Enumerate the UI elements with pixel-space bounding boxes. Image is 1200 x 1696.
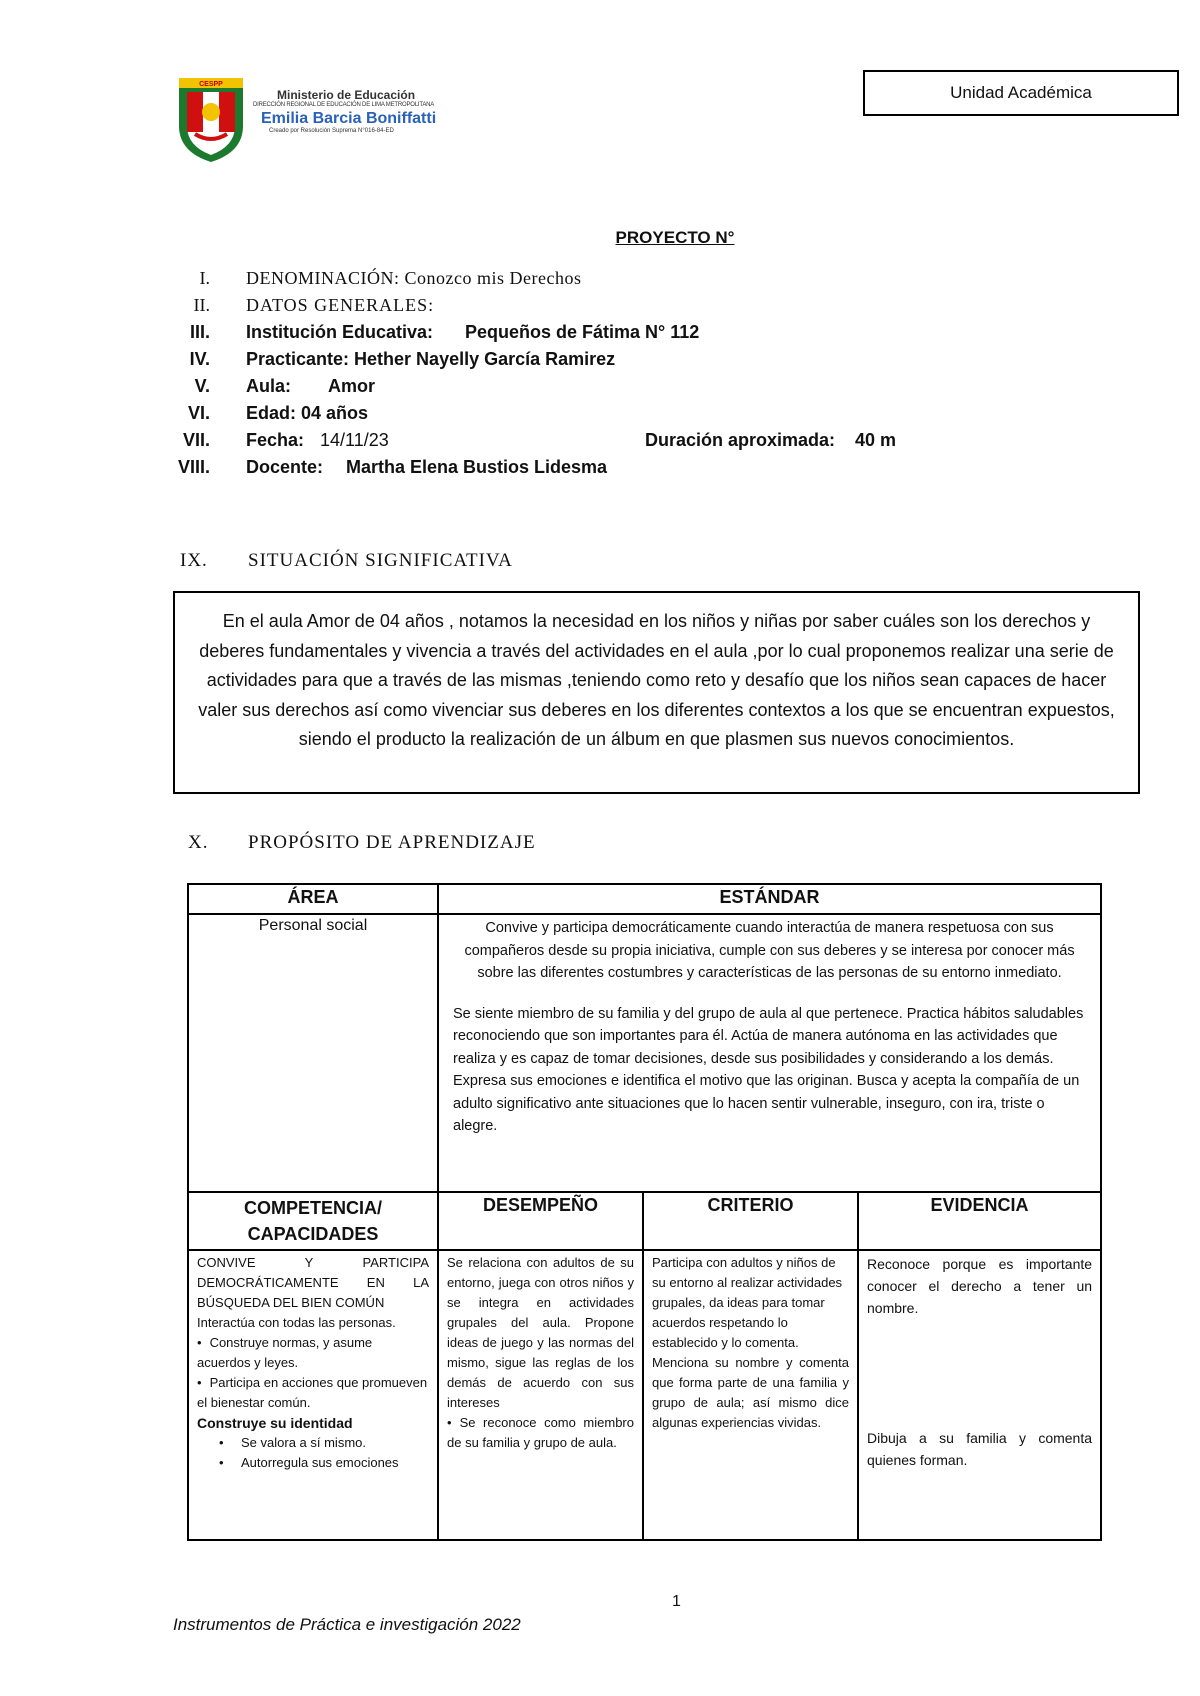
- identidad-bullet-1: • Se valora a sí mismo.: [241, 1433, 429, 1453]
- duracion-value: 40 m: [855, 430, 897, 450]
- criterio-text-1: Participa con adultos y niños de su entorno al realizar actividades grupales, da ideas para tomar acuerdos respetando lo establecido y lo comenta.: [652, 1255, 843, 1350]
- item-number: II.: [193, 295, 210, 315]
- item-number: III.: [189, 322, 210, 342]
- logo-creado: Creado por Resolución Suprema N°016-84-ED: [269, 128, 394, 134]
- area-header: ÁREA: [188, 884, 438, 914]
- school-logo: [175, 78, 435, 162]
- criterio-cell: [643, 1250, 858, 1540]
- item-label: Fecha:: [246, 430, 305, 450]
- item-number: IV.: [189, 349, 210, 369]
- competencia-list: [197, 1333, 429, 1413]
- unidad-academica-box: Unidad Académica: [863, 70, 1179, 116]
- area-cell: Personal social: [188, 914, 438, 1192]
- page-number: 1: [672, 1593, 681, 1610]
- situacion-title: SITUACIÓN SIGNIFICATIVA: [248, 550, 513, 571]
- competencia-line: Interactúa con todas las personas.: [197, 1315, 396, 1330]
- item-label: Practicante: Hether Nayelly García Ramirez: [246, 349, 616, 369]
- identidad-title: Construye su identidad: [197, 1415, 353, 1431]
- competencia-title: CONVIVE Y PARTICIPA DEMOCRÁTICAMENTE EN LA BÚSQUEDA DEL BIEN COMÚN: [197, 1255, 429, 1310]
- desempeno-bullet: • Se reconoce como miembro de su familia y grupo de aula.: [447, 1413, 634, 1453]
- item-number: VIII.: [177, 457, 210, 477]
- estandar-paragraph-2: Se siente miembro de su familia y del grupo de aula al que pertenece. Practica hábitos saludables reconociendo que son importantes para él. Actúa de manera autónoma en las actividades que realiza y es capaz de tomar decisiones, desde sus posibilidades y considerando a los demás. Expresa sus emociones e identifica el motivo que las originan. Busca y acepta la compañía de un adulto significativo ante situaciones que lo hacen sentir vulnerable, inseguro, con ira, triste o alegre.: [453, 1005, 1084, 1134]
- competencia-header: COMPETENCIA/ CAPACIDADES: [188, 1192, 438, 1250]
- situacion-heading: [180, 550, 513, 572]
- item-value: Amor: [328, 376, 376, 396]
- competencia-bullet-2: • Participa en acciones que promueven el bienestar común.: [197, 1373, 429, 1413]
- criterio-text-2: Menciona su nombre y comenta que forma parte de una familia y grupo de aula; así mismo dice algunas experiencias vividas.: [652, 1355, 849, 1430]
- item-number: I.: [199, 268, 210, 288]
- logo-direccion: DIRECCIÓN REGIONAL DE EDUCACIÓN DE LIMA METROPOLITANA: [253, 102, 435, 108]
- situacion-text-box: En el aula Amor de 04 años , notamos la necesidad en los niños y niñas por saber cuáles son los derechos y deberes fundamentales y vivencia a través del actividades en el aula ,por lo cual proponemos realizar una serie de actividades para que a través de las mismas ,teniendo como reto y desafío que los niños sean capaces de hacer valer sus derechos así como vivenciar sus deberes en los diferentes contextos a los que se encuentran expuestos, siendo el producto la realización de un álbum en que plasmen sus nuevos conocimientos.: [173, 591, 1140, 794]
- proposito-number: X.: [188, 832, 209, 853]
- desempeno-header: DESEMPEÑO: [438, 1192, 643, 1250]
- identidad-list: [197, 1433, 429, 1473]
- page-footer: Instrumentos de Práctica e investigación 2022: [173, 1615, 521, 1634]
- item-number: VI.: [187, 403, 210, 423]
- estandar-header: ESTÁNDAR: [438, 884, 1101, 914]
- evidencia-header: EVIDENCIA: [858, 1192, 1101, 1250]
- evidencia-text-1: Reconoce porque es importante conocer el derecho a tener un nombre.: [867, 1256, 1093, 1316]
- item-label: Docente:: [246, 457, 324, 477]
- proposito-title: PROPÓSITO DE APRENDIZAJE: [248, 832, 536, 853]
- table-header-row: [188, 1192, 1101, 1250]
- list-item-denominacion: [170, 268, 1070, 295]
- desempeno-cell: [438, 1250, 643, 1540]
- list-item-practicante: [170, 349, 1070, 376]
- table-header-row: [188, 884, 1101, 914]
- proposito-table: [187, 883, 1102, 1541]
- duracion-label: Duración aproximada:: [645, 430, 836, 450]
- list-item-docente: [170, 457, 1070, 484]
- item-value: Pequeños de Fátima N° 112: [465, 322, 700, 342]
- list-item-aula: [170, 376, 1070, 403]
- criterio-header: CRITERIO: [643, 1192, 858, 1250]
- evidencia-cell: [858, 1250, 1101, 1540]
- competencia-bullet-1: • Construye normas, y asume acuerdos y leyes.: [197, 1333, 429, 1373]
- estandar-paragraph-1: Convive y participa democráticamente cuando interactúa de manera respetuosa con sus compañeros desde su propia iniciativa, cumple con sus deberes y se interesa por conocer más sobre las diferentes costumbres y características de las personas de su entorno inmediato.: [464, 920, 1075, 981]
- list-item-edad: [170, 403, 1070, 430]
- proposito-heading: [188, 832, 536, 854]
- logo-cespp-text: CESPP: [199, 81, 223, 88]
- item-label: DATOS GENERALES:: [246, 295, 435, 315]
- item-value: Martha Elena Bustios Lidesma: [346, 457, 608, 477]
- identidad-bullet-2: • Autorregula sus emociones: [241, 1453, 429, 1473]
- item-label: DENOMINACIÓN: Conozco mis Derechos: [246, 268, 582, 288]
- desempeno-list: [447, 1413, 634, 1453]
- item-number: V.: [194, 376, 210, 396]
- item-number: VII.: [182, 430, 210, 450]
- project-title: PROYECTO N°: [615, 228, 735, 247]
- list-item-institucion: [170, 322, 1070, 349]
- logo-ministerio: Ministerio de Educación: [277, 88, 416, 102]
- table-row: [188, 1250, 1101, 1540]
- item-label: Edad: 04 años: [246, 403, 369, 423]
- evidencia-text-2: Dibuja a su familia y comenta quienes forman.: [867, 1430, 1093, 1468]
- list-item-fecha: [170, 430, 1070, 457]
- table-row: [188, 914, 1101, 1192]
- general-data-list: [170, 268, 1070, 484]
- logo-school-name: Emilia Barcia Boniffatti: [261, 110, 437, 127]
- item-value: 14/11/23: [320, 430, 389, 450]
- estandar-cell: [438, 914, 1101, 1192]
- item-label: Aula:: [246, 376, 291, 396]
- competencia-cell: [188, 1250, 438, 1540]
- situacion-number: IX.: [180, 550, 208, 571]
- desempeno-text-1: Se relaciona con adultos de su entorno, juega con otros niños y se integra en actividades grupales del aula. Propone ideas de juego y las normas del mismo, sigue las reglas de los demás de acuerdo con sus intereses: [447, 1255, 634, 1410]
- school-shield-icon: [175, 78, 247, 162]
- item-label: Institución Educativa:: [246, 322, 434, 342]
- list-item-datos-generales: [170, 295, 1070, 322]
